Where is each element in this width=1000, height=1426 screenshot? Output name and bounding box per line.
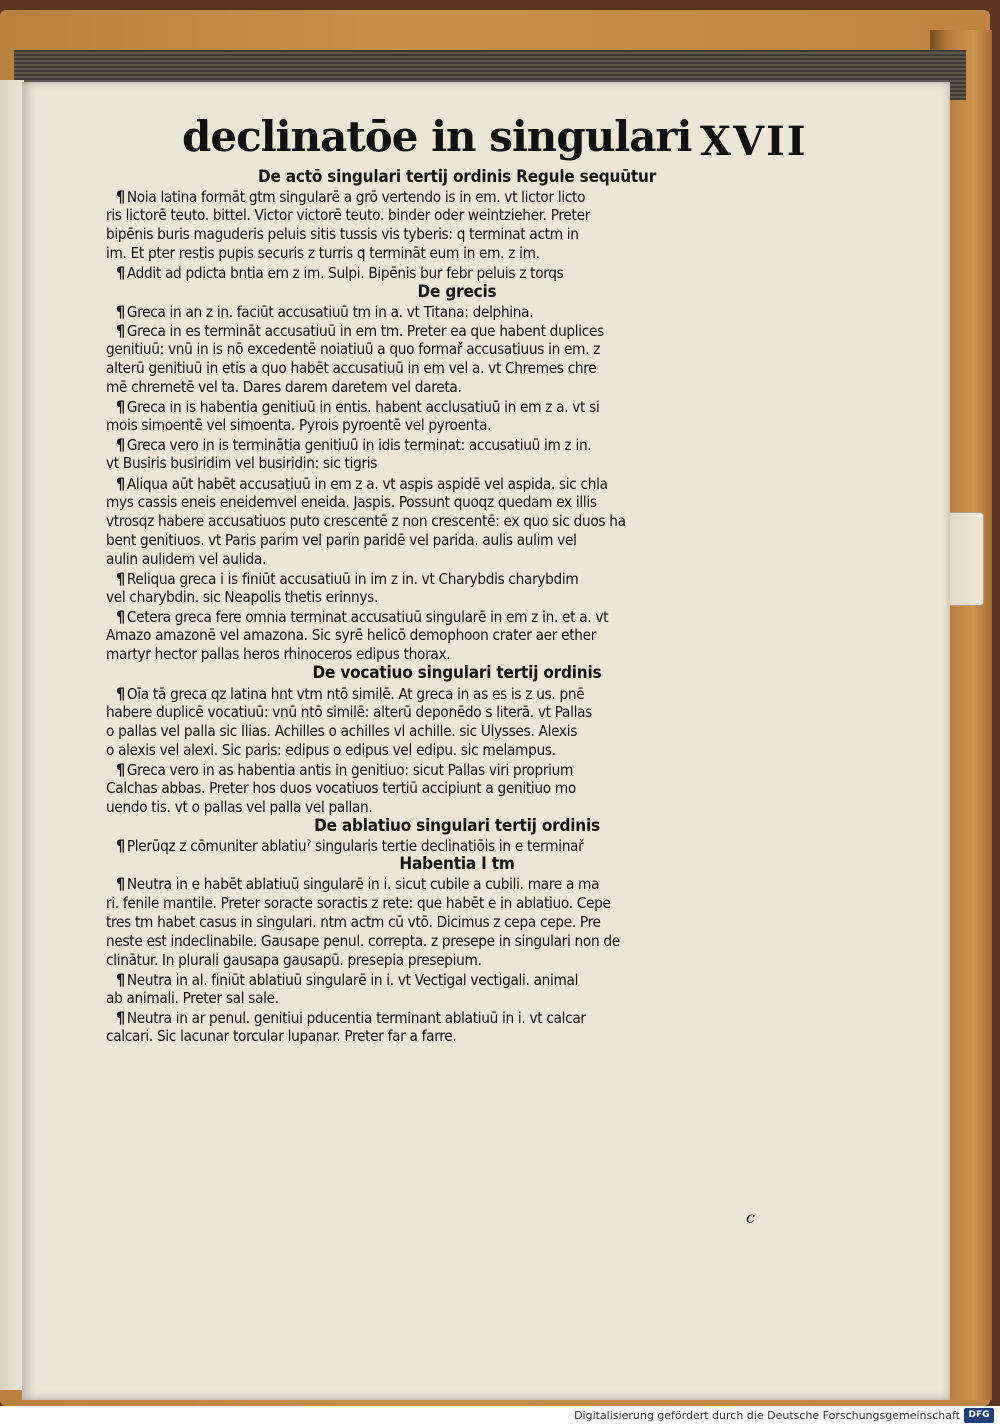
text-line xyxy=(106,569,808,588)
text-line xyxy=(106,684,808,703)
text-line xyxy=(106,340,808,359)
text-line xyxy=(106,168,808,187)
pilcrow-icon: ¶ xyxy=(116,320,125,340)
text-line xyxy=(106,321,808,340)
pilcrow-icon: ¶ xyxy=(116,607,125,627)
text-line xyxy=(106,874,808,893)
text-line-content: ris lictorē teuto. bittel. Victor victorē teuto. binder oder weintzieher. Preter xyxy=(106,206,591,225)
text-line xyxy=(106,187,808,206)
text-line-content: De ablatiuo singulari tertij ordinis xyxy=(314,817,600,837)
text-line xyxy=(106,397,808,416)
text-line xyxy=(106,779,808,798)
text-line-content: Amazo amazonē vel amazona. Sic syrē helicō demophoon crater aer ether xyxy=(106,626,597,645)
text-line xyxy=(106,378,808,397)
pilcrow-icon: ¶ xyxy=(116,836,125,856)
text-line xyxy=(106,989,808,1008)
text-line-content: Greca in is habentia genitiuū in entis. habent acclusatiuū in em z a. vt si xyxy=(126,398,600,417)
text-line-content: Addit ad pdicta bntia em z im. Sulpi. Bipēnis bur febr peluis z torqs xyxy=(126,264,564,283)
text-line xyxy=(106,932,808,951)
text-line xyxy=(106,703,808,722)
text-line xyxy=(106,302,808,321)
text-line-content: clinātur. In plurali gausapa gausapū. presepia presepium. xyxy=(106,950,482,969)
text-line-content: De grecis xyxy=(417,282,497,302)
text-line xyxy=(106,894,808,913)
text-line xyxy=(106,970,808,989)
text-line-content: mois simoentē vel simoenta. Pyrois pyroentē vel pyroenta. xyxy=(106,416,492,435)
pilcrow-icon: ¶ xyxy=(116,473,125,493)
text-line xyxy=(106,244,808,263)
text-line xyxy=(106,225,808,244)
signature-mark: c xyxy=(746,1208,755,1227)
text-line xyxy=(106,206,808,225)
text-line-content: habere duplicē vocatiuū: vnū ntō similē: alterū deponēdo s literā. vt Pallas xyxy=(106,702,592,721)
text-line xyxy=(106,1027,808,1046)
running-head xyxy=(182,112,822,172)
text-line-content: calcari. Sic lacunar torcular lupanar. Preter far a farre. xyxy=(106,1027,457,1046)
text-line xyxy=(106,741,808,760)
text-line xyxy=(106,645,808,664)
pilcrow-icon: ¶ xyxy=(116,759,125,779)
pilcrow-icon: ¶ xyxy=(116,301,125,321)
text-line-content: martyr hector pallas heros rhinoceros edipus thorax. xyxy=(106,645,451,664)
text-line-content: Aliqua aūt habēt accusatiuū in em z a. vt aspis aspidē vel aspida. sic chla xyxy=(126,474,608,493)
text-line-content: mē chremetē vel ta. Dares darem daretem vel dareta. xyxy=(106,378,462,397)
text-line-content: im. Et pter restis pupis securis z turris q termināt eum in em. z im. xyxy=(106,244,540,263)
text-line-content: vtrosqz habere accusatiuos puto crescentē z non crescentē: ex quo sic duos ha xyxy=(106,511,626,530)
text-line-content: Neutra in e habēt ablatiuū singularē in i. sicut cubile a cubili. mare a ma xyxy=(126,875,600,894)
text-line xyxy=(106,798,808,817)
text-line-content: bipēnis buris maguderis peluis sitis tussis vis tyberis: q terminat actm in xyxy=(106,225,579,244)
text-line-content: Greca in an z in. faciūt accusatiuū tm in a. vt Titana: delphina. xyxy=(126,302,534,321)
pilcrow-icon: ¶ xyxy=(116,874,125,894)
text-line-content: o alexis vel alexi. Sic paris: edipus o edipus vel edipu. sic melampus. xyxy=(106,740,556,759)
text-line xyxy=(106,474,808,493)
text-line-content: bent genitiuos. vt Paris parim vel parin paridē vel parida. aulis aulim vel xyxy=(106,530,577,549)
text-line xyxy=(106,1008,808,1027)
text-line xyxy=(106,817,808,836)
text-line xyxy=(106,454,808,473)
text-line xyxy=(106,493,808,512)
text-line xyxy=(106,855,808,874)
text-line xyxy=(106,283,808,302)
text-line-content: o pallas vel palla sic Ilias. Achilles o achilles vl achille. sic Ulysses. Alexis xyxy=(106,721,578,740)
text-line xyxy=(106,836,808,855)
text-line-content: Reliqua greca i is finiūt accusatiuū in im z in. vt Charybdis charybdim xyxy=(126,569,579,588)
text-line-content: Greca vero in is terminātia genitiuū in idis terminat: accusatiuū im z in. xyxy=(126,436,592,455)
text-line-content: De vocatiuo singulari tertij ordinis xyxy=(312,664,602,684)
funding-note: Digitalisierung gefördert durch die Deutsche Forschungsgemeinschaft xyxy=(574,1409,960,1422)
text-line-content: Habentia I tm xyxy=(399,855,515,875)
text-line-content: Noia latina formāt gtm singularē a grō vertendo is in em. vt lictor licto xyxy=(126,188,586,207)
text-line-content: Calchas abbas. Preter hos duos vocatiuos tertiū accipiunt a genitiuo mo xyxy=(106,779,576,797)
text-line xyxy=(106,435,808,454)
text-line xyxy=(106,359,808,378)
text-line xyxy=(106,588,808,607)
facing-page-edge xyxy=(0,80,24,1390)
text-line xyxy=(106,760,808,779)
pilcrow-icon: ¶ xyxy=(116,1008,125,1028)
text-line-content: genitiuū: vnū in is nō excedentē noiatiuū a quo formař accusatiuus in em. z xyxy=(106,339,601,358)
text-line-content: mys cassis eneis eneidemvel eneida. Jaspis. Possunt quoqz quedam ex illis xyxy=(106,492,597,511)
pilcrow-icon: ¶ xyxy=(116,397,125,417)
text-line xyxy=(106,512,808,531)
pilcrow-icon: ¶ xyxy=(116,263,125,283)
text-line-content: vt Busiris busiridim vel busiridin: sic tigris xyxy=(106,454,378,473)
text-line-content: Neutra in ar penul. genitiui pducentia terminant ablatiuū in i. vt calcar xyxy=(126,1009,586,1028)
text-line xyxy=(106,607,808,626)
text-line xyxy=(106,722,808,741)
pilcrow-icon: ¶ xyxy=(116,435,125,455)
text-line-content: Oīa tā greca qz latina hnt vtm ntō similē. At greca in as es is z us. pnē xyxy=(126,684,585,703)
text-line-content: ri. fenile mantile. Preter soracte soractis z rete: que habēt e in ablatiuo. Cepe xyxy=(106,893,611,912)
text-line xyxy=(106,913,808,932)
footer-bar xyxy=(0,1406,1000,1426)
text-line xyxy=(106,550,808,569)
text-line xyxy=(106,626,808,645)
page-heading: declinatōe in singulari xyxy=(182,112,692,161)
folio-number: XVII xyxy=(700,118,808,165)
text-line xyxy=(106,951,808,970)
text-line-content: neste est indeclinabile. Gausape penul. correpta. z presepe in singulari non de xyxy=(106,931,620,950)
text-line xyxy=(106,416,808,435)
text-line-content: tres tm habet casus in singulari. ntm actm cū vtō. Dicimus z cepa cepe. Pre xyxy=(106,912,601,931)
text-line-content: Cetera greca fere omnia terminat accusatiuū singularē in em z in. et a. vt xyxy=(126,608,609,627)
pilcrow-icon: ¶ xyxy=(116,568,125,588)
text-line-content: ab animali. Preter sal sale. xyxy=(106,989,279,1008)
text-line xyxy=(106,531,808,550)
text-line-content: Plerūqz z cōmuniter ablatiuˀ singularis tertie declinatiōis in e terminař xyxy=(126,837,584,856)
text-line-content: vel charybdin. sic Neapolis thetis erinnys. xyxy=(106,588,379,607)
dfg-logo: DFG xyxy=(964,1408,994,1423)
text-line-content: De actō singulari tertij ordinis Regule sequūtur xyxy=(257,168,657,187)
text-line-content: Neutra in al. finiūt ablatiuū singularē in i. vt Vectigal vectigali. animal xyxy=(126,970,579,989)
text-block xyxy=(106,168,808,1046)
text-line xyxy=(106,664,808,683)
text-line-content: uendo tis. vt o pallas vel palla vel pallan. xyxy=(106,798,373,817)
pilcrow-icon: ¶ xyxy=(116,683,125,703)
pilcrow-icon: ¶ xyxy=(116,187,125,207)
pilcrow-icon: ¶ xyxy=(116,969,125,989)
text-line-content: aulin aulidem vel aulida. xyxy=(106,549,267,568)
text-line xyxy=(106,263,808,282)
text-line-content: alterū genitiuū in etis a quo habēt accusatiuū in em vel a. vt Chremes chre xyxy=(106,358,597,377)
text-line-content: Greca vero in as habentia antis in genitiuo: sicut Pallas viri proprium xyxy=(126,760,574,779)
text-line-content: Greca in es termināt accusatiuū in em tm. Preter ea que habent duplices xyxy=(126,321,604,340)
